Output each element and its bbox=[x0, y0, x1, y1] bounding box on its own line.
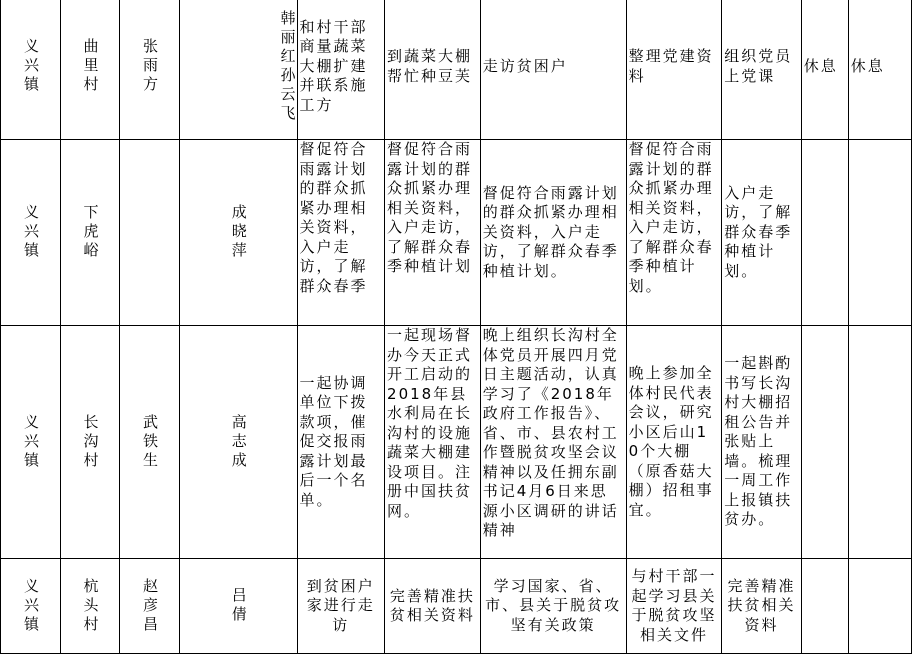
cadre-cell: 高志成 bbox=[179, 326, 297, 559]
table-row bbox=[1, 140, 912, 326]
wednesday-cell: 晚上组织长沟村全体党员开展四月党日主题活动，认真学习了《2018年政府工作报告》、省、市、县农村工作暨脱贫攻坚会议精神以及任拥东副书记4月6日来思源小区调研的讲话精神 bbox=[480, 326, 626, 559]
secretary-cell: 赵彦昌 bbox=[120, 559, 180, 654]
saturday-cell bbox=[801, 326, 848, 559]
sunday-cell: 休息 bbox=[848, 0, 911, 140]
cadre-cell: 吕倩 bbox=[179, 559, 297, 654]
village-cell: 杭头村 bbox=[60, 559, 120, 654]
saturday-cell bbox=[801, 140, 848, 326]
town-cell: 义兴镇 bbox=[1, 140, 61, 326]
secretary-cell bbox=[120, 140, 180, 326]
cadre-cell: 韩丽红孙云飞 bbox=[179, 0, 297, 140]
monday-cell: 督促符合雨露计划的群众抓紧办理相关资料，入户走访，了解群众春季 bbox=[297, 140, 385, 326]
sunday-cell bbox=[848, 559, 911, 654]
wednesday-cell: 走访贫困户 bbox=[480, 0, 626, 140]
friday-cell: 一起斟酌书写长沟村大棚招租公告并张贴上墙。梳理一周工作上报镇扶贫办。 bbox=[722, 326, 801, 559]
table-row bbox=[1, 326, 912, 559]
thursday-cell: 晚上参加全体村民代表会议，研究小区后山10个大棚（原香菇大棚）招租事宜。 bbox=[626, 326, 722, 559]
town-cell: 义兴镇 bbox=[1, 559, 61, 654]
friday-cell: 入户走访，了解群众春季种植计划。 bbox=[722, 140, 801, 326]
cadre-cell: 成晓萍 bbox=[179, 140, 297, 326]
secretary-cell: 张雨方 bbox=[120, 0, 180, 140]
tuesday-cell: 到蔬菜大棚帮忙种豆芙 bbox=[385, 0, 481, 140]
sunday-cell bbox=[848, 326, 911, 559]
village-cell: 长沟村 bbox=[60, 326, 120, 559]
wednesday-cell: 学习国家、省、市、县关于脱贫攻坚有关政策 bbox=[480, 559, 626, 654]
tuesday-cell: 督促符合雨露计划的群众抓紧办理相关资料，入户走访，了解群众春季种植计划 bbox=[385, 140, 481, 326]
monday-cell: 到贫困户家进行走访 bbox=[297, 559, 385, 654]
monday-cell: 和村干部商量蔬菜大棚扩建并联系施工方 bbox=[297, 0, 385, 140]
town-cell: 义兴镇 bbox=[1, 0, 61, 140]
village-cell: 下虎峪 bbox=[60, 140, 120, 326]
wednesday-cell: 督促符合雨露计划的群众抓紧办理相关资料，入户走访，了解群众春季种植计划。 bbox=[480, 140, 626, 326]
table-row bbox=[1, 559, 912, 654]
tuesday-cell: 完善精准扶贫相关资料 bbox=[385, 559, 481, 654]
village-cell: 曲里村 bbox=[60, 0, 120, 140]
table-row bbox=[1, 0, 912, 140]
saturday-cell bbox=[801, 559, 848, 654]
saturday-cell: 休息 bbox=[801, 0, 848, 140]
friday-cell: 组织党员上党课 bbox=[722, 0, 801, 140]
town-cell: 义兴镇 bbox=[1, 326, 61, 559]
thursday-cell: 与村干部一起学习县关于脱贫攻坚相关文件 bbox=[626, 559, 722, 654]
sunday-cell bbox=[848, 140, 911, 326]
monday-cell: 一起协调单位下拨款项，催促交报雨露计划最后一个名单。 bbox=[297, 326, 385, 559]
tuesday-cell: 一起现场督办今天正式开工启动的2018年县水利局在长沟村的设施蔬菜大棚建设项目。注册中国扶贫网。 bbox=[385, 326, 481, 559]
thursday-cell: 整理党建资料 bbox=[626, 0, 722, 140]
secretary-cell: 武铁生 bbox=[120, 326, 180, 559]
friday-cell: 完善精准扶贫相关资料 bbox=[722, 559, 801, 654]
thursday-cell: 督促符合雨露计划的群众抓紧办理相关资料，入户走访，了解群众春季种植计划。 bbox=[626, 140, 722, 326]
